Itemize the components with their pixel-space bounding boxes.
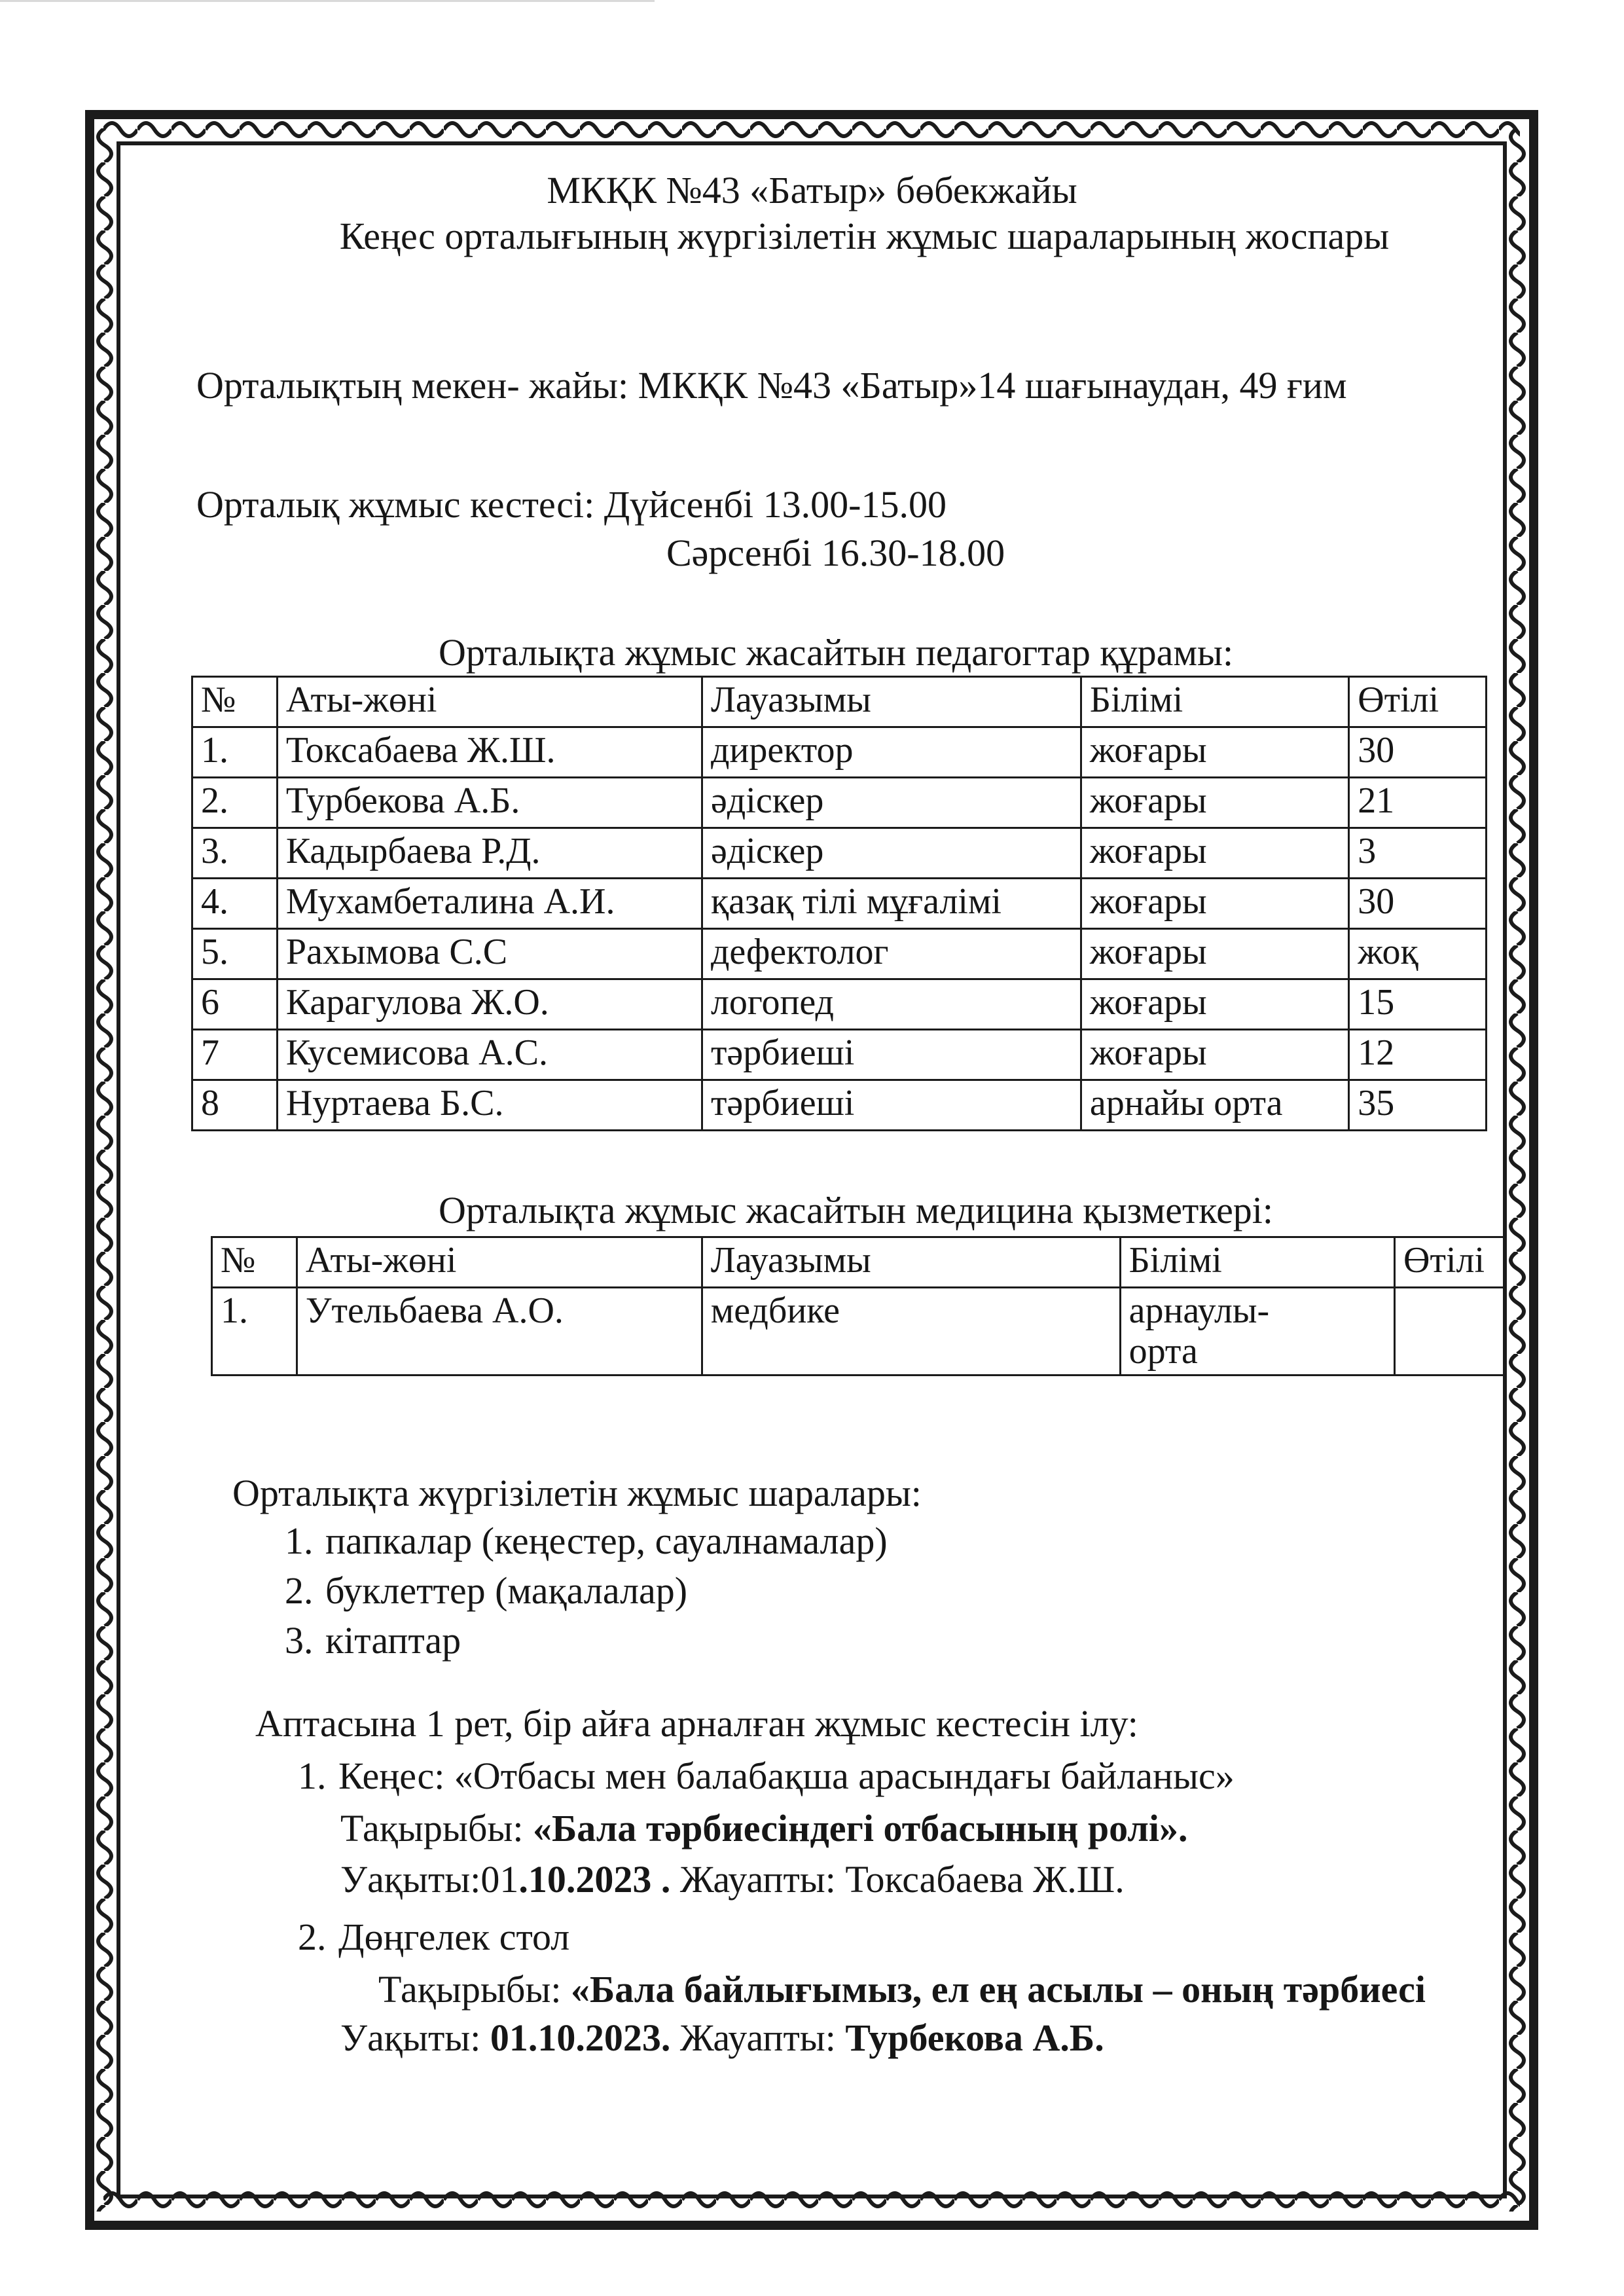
teachers-table-cell: тәрбиеші — [702, 1030, 1081, 1080]
activity-item-text: буклеттер (мақалалар) — [325, 1569, 688, 1612]
medical-table-header-cell: № — [212, 1237, 297, 1288]
teachers-table-row — [192, 828, 1487, 879]
teachers-table-cell: логопед — [702, 979, 1081, 1030]
teachers-table-cell: жоғары — [1081, 727, 1348, 778]
teachers-table-cell: Токсабаева Ж.Ш. — [277, 727, 702, 778]
medical-table-cell: 1. — [212, 1288, 297, 1376]
weekly-item-1-line: Кеңес: «Отбасы мен балабақша арасындағы байланыс» — [338, 1755, 1235, 1797]
medical-table-header-cell: Өтілі — [1395, 1237, 1506, 1288]
time-label: Уақыты: — [340, 2016, 490, 2059]
teachers-table-cell: арнайы орта — [1081, 1080, 1348, 1131]
teachers-table-cell: Рахымова С.С — [277, 929, 702, 979]
teachers-table-cell: Нуртаева Б.С. — [277, 1080, 702, 1131]
weekly-item-1 — [298, 1757, 1235, 1795]
address: Орталықтың мекен- жайы: МКҚК №43 «Батыр»14 шағынаудан, 49 ғим — [196, 364, 1347, 407]
schedule-line-1: Дүйсенбі 13.00-15.00 — [604, 483, 947, 526]
activity-item-num: 3. — [285, 1619, 314, 1662]
teachers-table-header-cell: Лауазымы — [702, 677, 1081, 727]
teachers-table-cell: жоғары — [1081, 879, 1348, 929]
medical-table-cell — [1395, 1288, 1506, 1376]
teachers-table-cell: 5. — [192, 929, 278, 979]
teachers-table-cell: 7 — [192, 1030, 278, 1080]
activity-item — [285, 1519, 888, 1563]
responsible: Жауапты: Токсабаева Ж.Ш. — [670, 1858, 1125, 1901]
teachers-table-header-cell: Өтілі — [1349, 677, 1487, 727]
teachers-table-cell: 2. — [192, 778, 278, 828]
teachers-table-cell: Карагулова Ж.О. — [277, 979, 702, 1030]
teachers-table-cell: Мухамбеталина А.И. — [277, 879, 702, 929]
teachers-table-cell: 1. — [192, 727, 278, 778]
teachers-table-cell: дефектолог — [702, 929, 1081, 979]
activity-item-num: 2. — [285, 1569, 314, 1612]
medical-table-row — [212, 1288, 1506, 1376]
topic-text: «Бала тәрбиесіндегі отбасының ролі». — [532, 1807, 1188, 1850]
schedule-line-2: Сәрсенбі 16.30-18.00 — [666, 532, 1005, 574]
responsible-name: Турбекова А.Б. — [845, 2016, 1104, 2059]
medical-table-header-cell: Аты-жөні — [297, 1237, 702, 1288]
weekly-item-2 — [298, 1918, 569, 1956]
weekly-item-2-num: 2. — [298, 1916, 327, 1958]
schedule-label — [196, 483, 947, 526]
org-title: МКҚК №43 «Батыр» бөбекжайы — [547, 169, 1077, 211]
activity-item-text: папкалар (кеңестер, сауалнамалар) — [325, 1520, 888, 1562]
topic-label: Тақырыбы: — [340, 1807, 533, 1850]
teachers-table-row — [192, 727, 1487, 778]
activity-item — [285, 1618, 461, 1662]
teachers-table-cell: 3. — [192, 828, 278, 879]
teachers-table-header-cell: Білімі — [1081, 677, 1348, 727]
weekly-item-1-num: 1. — [298, 1755, 327, 1797]
teachers-table-cell: әдіскер — [702, 778, 1081, 828]
teachers-table-row — [192, 979, 1487, 1030]
topic-label: Тақырыбы: — [378, 1968, 571, 2011]
teachers-table-cell: жоғары — [1081, 828, 1348, 879]
teachers-table-cell: жоғары — [1081, 979, 1348, 1030]
medical-table-cell: Утельбаева А.О. — [297, 1288, 702, 1376]
teachers-table-row — [192, 879, 1487, 929]
teachers-table-cell: 3 — [1349, 828, 1487, 879]
teachers-table-cell: 30 — [1349, 727, 1487, 778]
teachers-table-cell: директор — [702, 727, 1081, 778]
teachers-table-cell: Турбекова А.Б. — [277, 778, 702, 828]
weekly-item-1-time — [340, 1858, 1125, 1901]
weekly-item-2-topic — [378, 1968, 1426, 2011]
teachers-table-cell: жоғары — [1081, 1030, 1348, 1080]
teachers-table-cell: 12 — [1349, 1030, 1487, 1080]
teachers-table-cell: әдіскер — [702, 828, 1081, 879]
activity-item-num: 1. — [285, 1520, 314, 1562]
medical-caption: Орталықта жұмыс жасайтын медицина қызметкері: — [439, 1189, 1274, 1231]
teachers-table-cell: жоғары — [1081, 778, 1348, 828]
schedule-label-text: Орталық жұмыс кестесі: — [196, 483, 595, 526]
responsible-label: Жауапты: — [670, 2016, 846, 2059]
activity-item-text: кітаптар — [325, 1619, 461, 1662]
teachers-table-cell: 4. — [192, 879, 278, 929]
medical-table-header-row — [212, 1237, 1506, 1288]
teachers-table-cell: тәрбиеші — [702, 1080, 1081, 1131]
teachers-table-cell: жоқ — [1349, 929, 1487, 979]
teachers-caption: Орталықта жұмыс жасайтын педагогтар құрамы: — [439, 631, 1234, 674]
medical-table-header-cell: Білімі — [1120, 1237, 1394, 1288]
time-value: .10.2023 . — [518, 1858, 671, 1901]
topic-text: «Бала байлығымыз, ел ең асылы – оның тәрбиесі — [570, 1968, 1426, 2011]
plan-title: Кеңес орталығының жүргізілетін жұмыс шараларының жоспары — [339, 215, 1390, 257]
activity-item — [285, 1569, 687, 1613]
teachers-table-cell: 15 — [1349, 979, 1487, 1030]
medical-table — [211, 1236, 1507, 1376]
teachers-table-header-row — [192, 677, 1487, 727]
teachers-table-row — [192, 1080, 1487, 1131]
weekly-item-2-time — [340, 2016, 1104, 2059]
weekly-title: Аптасына 1 рет, бір айға арналған жұмыс кестесін ілу: — [255, 1702, 1138, 1745]
teachers-table-row — [192, 1030, 1487, 1080]
teachers-table-cell: Кадырбаева Р.Д. — [277, 828, 702, 879]
medical-table-header-cell: Лауазымы — [702, 1237, 1120, 1288]
teachers-table-row — [192, 929, 1487, 979]
teachers-table — [191, 676, 1487, 1131]
teachers-table-cell: 21 — [1349, 778, 1487, 828]
teachers-table-header-cell: № — [192, 677, 278, 727]
medical-table-cell: медбике — [702, 1288, 1120, 1376]
weekly-item-1-topic — [340, 1807, 1188, 1850]
teachers-table-header-cell: Аты-жөні — [277, 677, 702, 727]
activities-title: Орталықта жүргізілетін жұмыс шаралары: — [232, 1472, 922, 1514]
teachers-table-cell: 8 — [192, 1080, 278, 1131]
teachers-table-cell: 6 — [192, 979, 278, 1030]
weekly-item-2-line: Дөңгелек стол — [338, 1916, 570, 1958]
teachers-table-cell: жоғары — [1081, 929, 1348, 979]
teachers-table-cell: 35 — [1349, 1080, 1487, 1131]
time-label: Уақыты:01 — [340, 1858, 519, 1901]
teachers-table-cell: Кусемисова А.С. — [277, 1030, 702, 1080]
teachers-table-cell: қазақ тілі мұғалімі — [702, 879, 1081, 929]
medical-table-cell: арнаулы- орта — [1120, 1288, 1394, 1376]
teachers-table-row — [192, 778, 1487, 828]
time-value: 01.10.2023. — [490, 2016, 671, 2059]
teachers-table-cell: 30 — [1349, 879, 1487, 929]
